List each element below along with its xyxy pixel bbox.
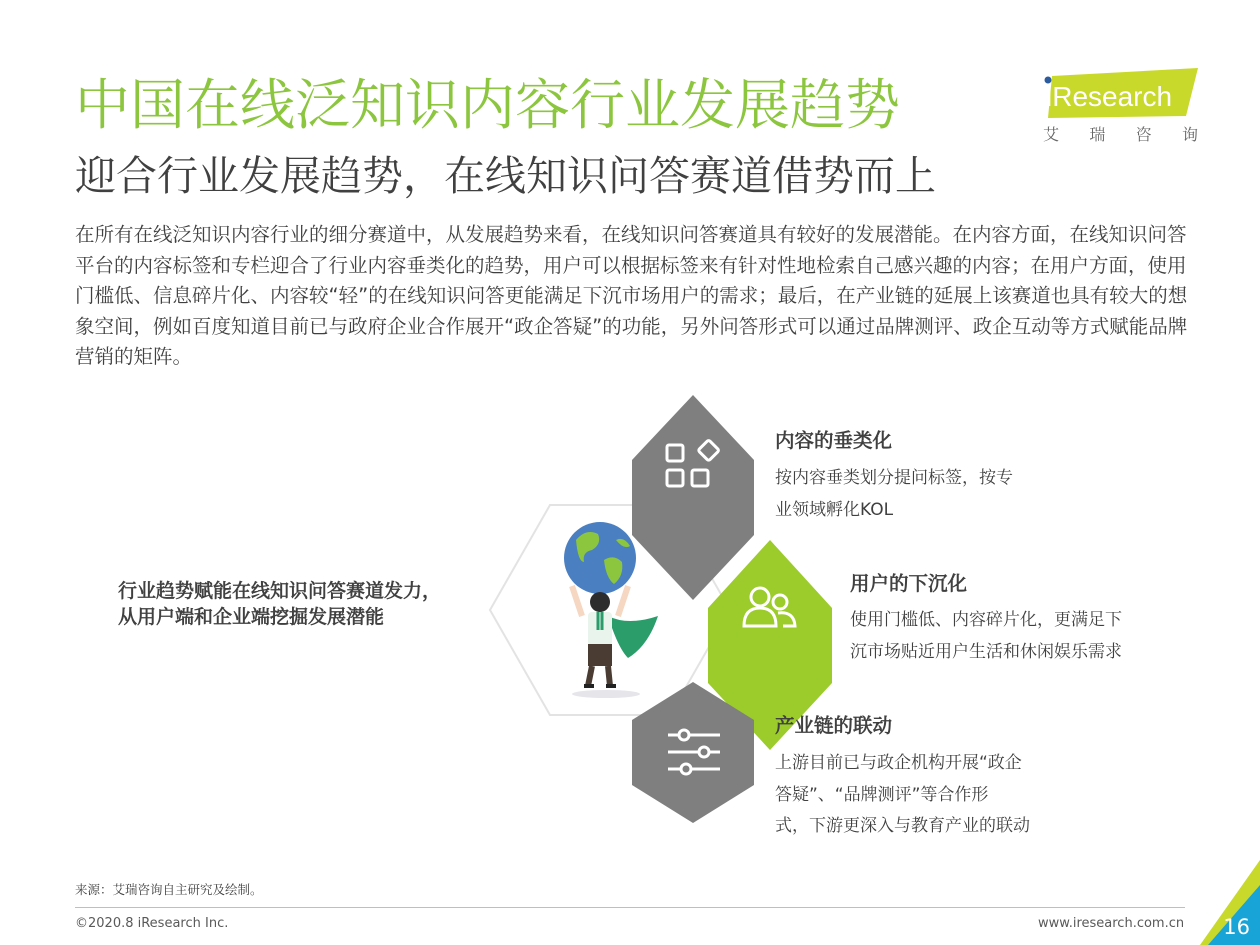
item-title-users: 用户的下沉化	[850, 572, 968, 595]
desc-line: 使用门槛低、内容碎片化，更满足下	[850, 610, 1122, 630]
logo-wordmark: iResearch	[1046, 81, 1173, 112]
desc-line: 式，下游更深入与教育产业的联动	[775, 816, 1030, 836]
desc-line: 上游目前已与政企机构开展“政企	[775, 753, 1022, 773]
page-subtitle: 迎合行业发展趋势，在线知识问答赛道借势而上	[75, 152, 936, 200]
item-title-chain: 产业链的联动	[775, 714, 893, 737]
caption-line: 行业趋势赋能在线知识问答赛道发力，	[118, 580, 442, 602]
desc-line: 答疑”、“品牌测评”等合作形	[775, 784, 989, 805]
page-title: 中国在线泛知识内容行业发展趋势	[75, 73, 901, 137]
desc-line: 按内容垂类划分提问标签，按专	[775, 468, 1013, 488]
item-title-content: 内容的垂类化	[775, 429, 893, 452]
logo-char: 瑞	[1089, 125, 1106, 144]
logo-char: 咨	[1135, 125, 1152, 144]
body-paragraph: 在所有在线泛知识内容行业的细分赛道中，从发展趋势来看，在线知识问答赛道具有较好的发展潜能。在内容方面，在线知识问答平台的内容标签和专栏迎合了行业内容垂类化的趋势，用户可以根据标签来有针对性地检索自己感兴趣的内容；在用户方面，使用门槛低、信息碎片化、内容较“轻”的在线知识问答更能满足下沉市场用户的需求；最后，在产业链的延展上该赛道也具有较大的想象空间，例如百度知道目前已与政府企业合作展开“政企答疑”的功能，另外问答形式可以通过品牌测评、政企互动等方式赋能品牌营销的矩阵。	[75, 223, 1188, 368]
item-desc-users	[850, 605, 1170, 668]
copyright-text: ©2020.8 iResearch Inc.	[75, 916, 229, 931]
item-desc-content	[775, 463, 1075, 526]
website-link[interactable]: www.iresearch.com.cn	[1038, 916, 1185, 931]
desc-line: 沉市场贴近用户生活和休闲娱乐需求	[850, 641, 1122, 662]
desc-line: 业领域孵化KOL	[775, 499, 894, 520]
source-note: 来源：艾瑞咨询自主研究及绘制。	[75, 882, 263, 897]
diagram-caption	[118, 578, 441, 630]
item-desc-chain	[775, 748, 1075, 843]
footer-divider	[75, 907, 1185, 908]
logo-chinese	[1043, 122, 1198, 145]
logo-char: 询	[1181, 125, 1198, 144]
caption-line: 从用户端和企业端挖掘发展潜能	[118, 606, 385, 628]
page-number: 16	[1223, 915, 1250, 939]
logo-char: 艾	[1043, 125, 1060, 144]
